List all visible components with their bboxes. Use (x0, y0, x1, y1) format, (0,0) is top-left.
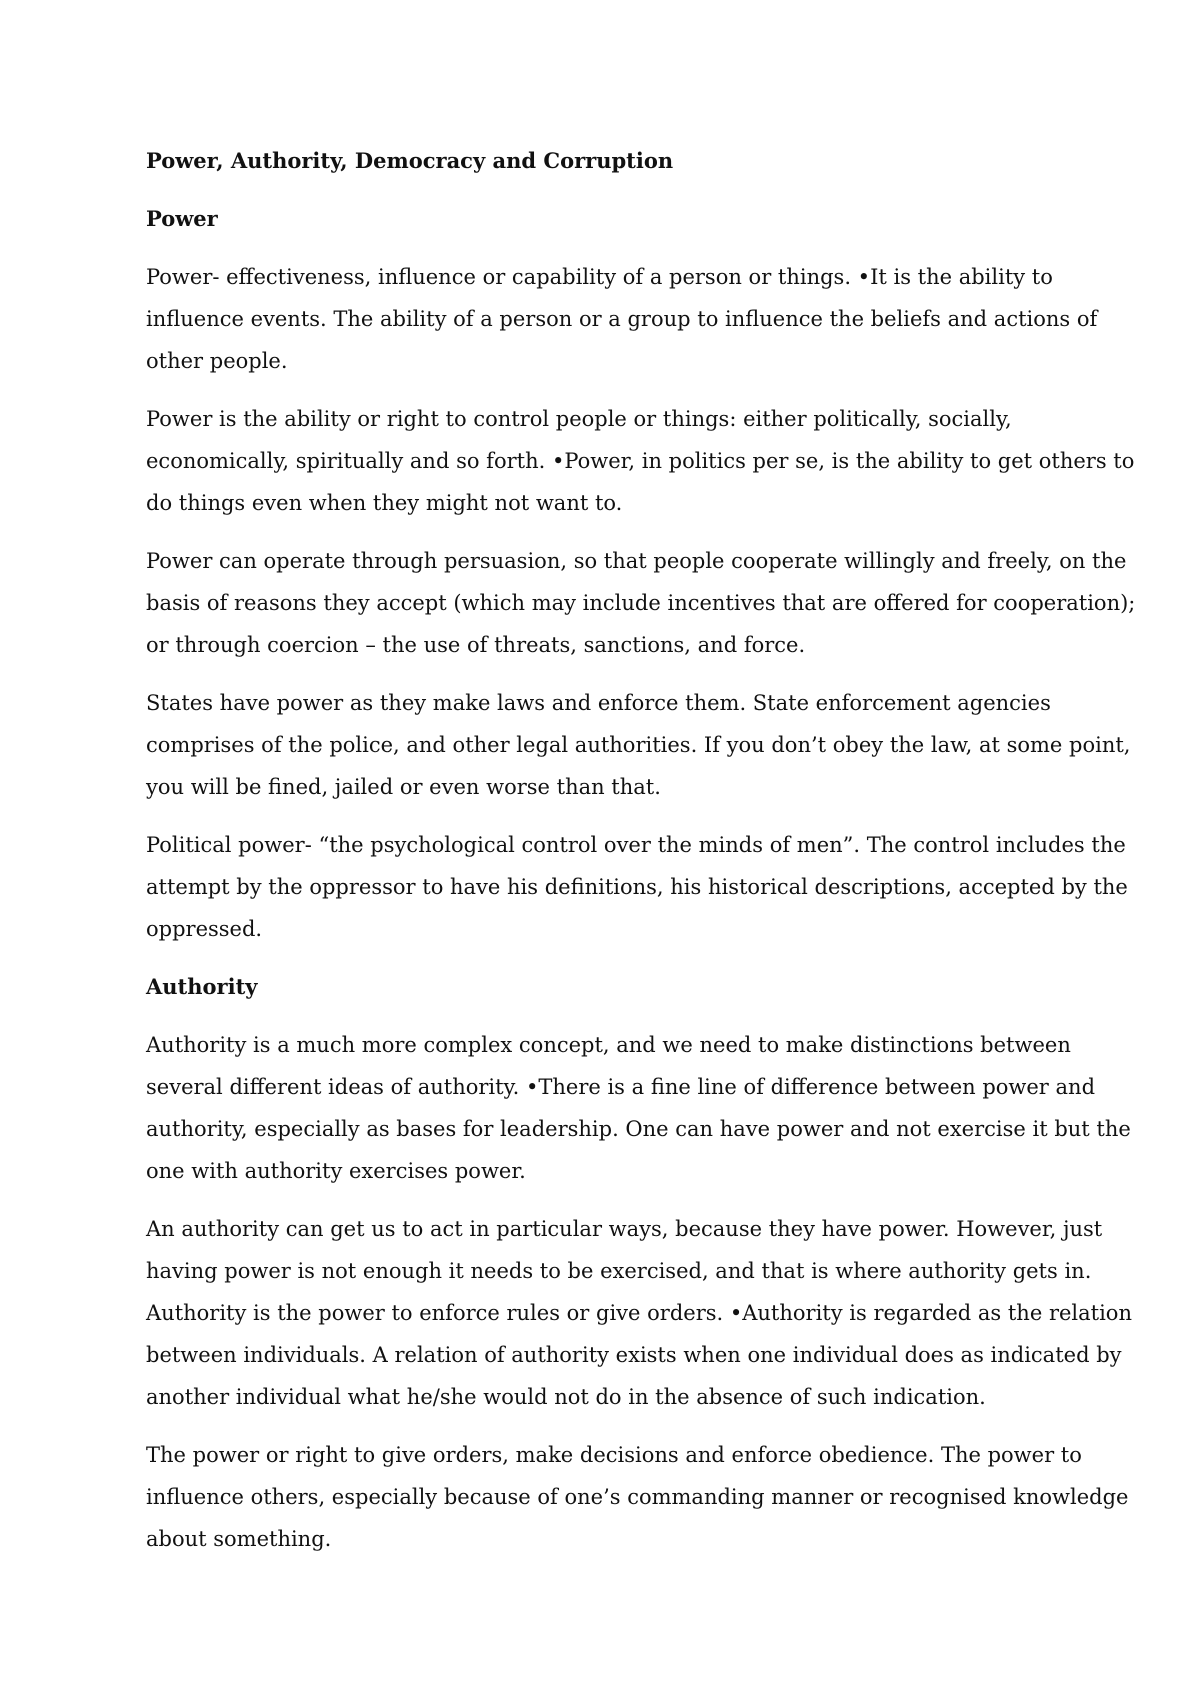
paragraph-line: basis of reasons they accept (which may include incentives that are offered for cooperation); (146, 591, 1136, 615)
document-sections (146, 198, 1136, 1560)
paragraph (146, 1024, 1131, 1192)
paragraph-line: do things even when they might not want to. (146, 491, 623, 515)
paragraph-line: The power or right to give orders, make decisions and enforce obedience. The power to (146, 1443, 1082, 1467)
paragraph-line: you will be fined, jailed or even worse than that. (146, 775, 661, 799)
paragraph (146, 824, 1128, 950)
section-heading-authority: Authority (146, 974, 258, 999)
paragraph-line: Political power- “the psychological control over the minds of men”. The control includes the (146, 833, 1126, 857)
paragraph-line: having power is not enough it needs to be exercised, and that is where authority gets in. (146, 1259, 1092, 1283)
paragraph-line: Power is the ability or right to control people or things: either politically, socially, (146, 407, 1012, 431)
paragraph-line: between individuals. A relation of authority exists when one individual does as indicated by (146, 1343, 1122, 1367)
paragraph-line: influence others, especially because of one’s commanding manner or recognised knowledge (146, 1485, 1129, 1509)
paragraph-line: another individual what he/she would not do in the absence of such indication. (146, 1385, 986, 1409)
document-title: Power, Authority, Democracy and Corruption (146, 148, 674, 173)
paragraph (146, 682, 1131, 808)
paragraph-line: one with authority exercises power. (146, 1159, 526, 1183)
paragraph-line: An authority can get us to act in particular ways, because they have power. However, just (146, 1217, 1103, 1241)
paragraph-line: authority, especially as bases for leadership. One can have power and not exercise it but the (146, 1117, 1131, 1141)
paragraph-line: oppressed. (146, 917, 263, 941)
paragraph (146, 398, 1135, 524)
paragraph-line: States have power as they make laws and enforce them. State enforcement agencies (146, 691, 1051, 715)
paragraph-line: other people. (146, 349, 288, 373)
paragraph-line: Authority is the power to enforce rules or give orders. •Authority is regarded as the relation (146, 1301, 1132, 1325)
paragraph-line: Power- effectiveness, influence or capability of a person or things. •It is the ability to (146, 265, 1053, 289)
document-body (146, 140, 1136, 1576)
paragraph-line: or through coercion – the use of threats, sanctions, and force. (146, 633, 806, 657)
paragraph (146, 540, 1136, 666)
paragraph-line: Authority is a much more complex concept, and we need to make distinctions between (146, 1033, 1071, 1057)
paragraph-line: Power can operate through persuasion, so that people cooperate willingly and freely, on the (146, 549, 1127, 573)
paragraph (146, 1434, 1129, 1560)
paragraph-line: several different ideas of authority. •There is a fine line of difference between power and (146, 1075, 1096, 1099)
paragraph-line: comprises of the police, and other legal authorities. If you don’t obey the law, at some point, (146, 733, 1131, 757)
paragraph-line: attempt by the oppressor to have his definitions, his historical descriptions, accepted by the (146, 875, 1128, 899)
paragraph-line: economically, spiritually and so forth. •Power, in politics per se, is the ability to get others to (146, 449, 1135, 473)
section-heading-power: Power (146, 206, 218, 231)
paragraph-line: about something. (146, 1527, 332, 1551)
paragraph-line: influence events. The ability of a person or a group to influence the beliefs and actions of (146, 307, 1098, 331)
paragraph (146, 256, 1098, 382)
paragraph (146, 1208, 1132, 1418)
